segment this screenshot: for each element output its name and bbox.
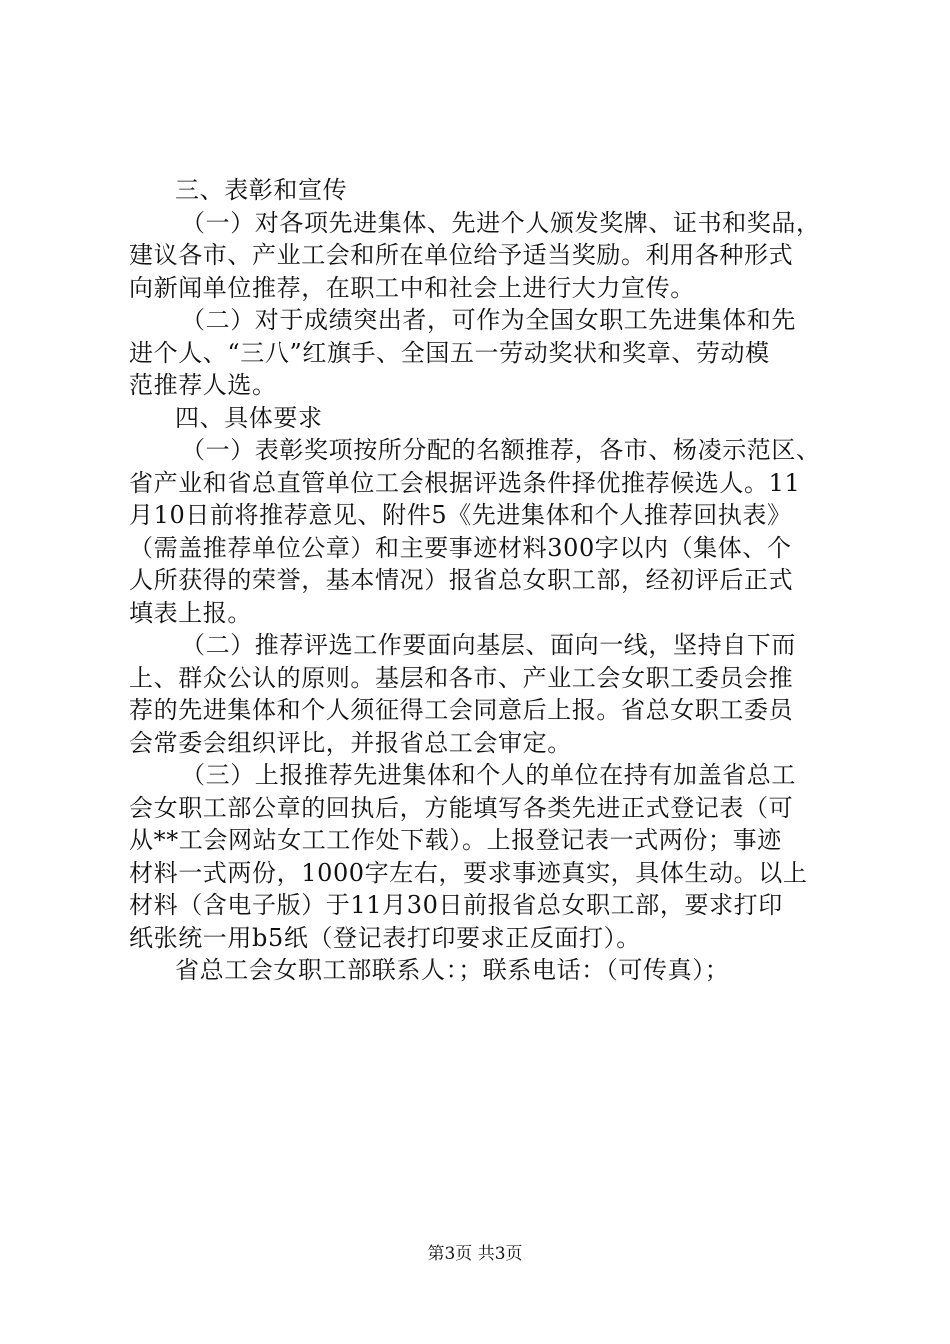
- section-heading-3: 三、表彰和宣传: [175, 176, 348, 204]
- paragraph-line: 人所获得的荣誉，基本情况）报省总女职工部，经初评后正式: [129, 566, 794, 594]
- paragraph-line: 建议各市、产业工会和所在单位给予适当奖励。利用各种形式: [129, 241, 794, 269]
- section-heading-4: 四、具体要求: [175, 403, 323, 432]
- paragraph-line: 材料（含电子版）于11月30日前报省总女职工部，要求打印: [129, 891, 783, 919]
- paragraph-line: 纸张统一用b5纸（登记表打印要求正反面打）。: [129, 923, 641, 952]
- paragraph-line: 填表上报。: [129, 598, 252, 627]
- paragraph-line: 荐的先进集体和个人须征得工会同意后上报。省总女职工委员: [129, 696, 794, 724]
- paragraph-line: （二）对于成绩突出者，可作为全国女职工先进集体和先: [181, 306, 796, 334]
- paragraph-line: （一）表彰奖项按所分配的名额推荐，各市、杨凌示范区、: [181, 436, 821, 464]
- page-footer: 第3页 共3页: [427, 1244, 523, 1264]
- paragraph-line: 会常委会组织评比，并报省总工会审定。: [129, 728, 572, 757]
- paragraph-line: 向新闻单位推荐，在职工中和社会上进行大力宣传。: [129, 273, 695, 302]
- document-body: [129, 174, 829, 987]
- paragraph-line: （一）对各项先进集体、先进个人颁发奖牌、证书和奖品，: [181, 208, 821, 237]
- paragraph-line: 从**工会网站女工工作处下载）。上报登记表一式两份；事迹: [129, 826, 782, 854]
- paragraph-line: 进个人、“三八”红旗手、全国五一劳动奖状和奖章、劳动模: [129, 338, 770, 367]
- paragraph-line: 省产业和省总直管单位工会根据评选条件择优推荐候选人。11: [129, 468, 801, 497]
- contact-line: 省总工会女职工部联系人：；联系电话：（可传真）；: [175, 956, 730, 984]
- paragraph-line: 上、群众公认的原则。基层和各市、产业工会女职工委员会推: [129, 663, 794, 692]
- paragraph-line: （二）推荐评选工作要面向基层、面向一线，坚持自下而: [181, 631, 796, 659]
- paragraph-line: （三）上报推荐先进集体和个人的单位在持有加盖省总工: [181, 761, 796, 789]
- paragraph-line: 会女职工部公章的回执后，方能填写各类先进正式登记表（可: [129, 793, 794, 822]
- paragraph-line: （需盖推荐单位公章）和主要事迹材料300字以内（集体、个: [129, 533, 792, 562]
- paragraph-line: 范推荐人选。: [129, 371, 277, 399]
- paragraph-line: 材料一式两份，1000字左右，要求事迹真实，具体生动。以上: [129, 858, 808, 887]
- paragraph-line: 月10日前将推荐意见、附件5《先进集体和个人推荐回执表》: [129, 501, 792, 529]
